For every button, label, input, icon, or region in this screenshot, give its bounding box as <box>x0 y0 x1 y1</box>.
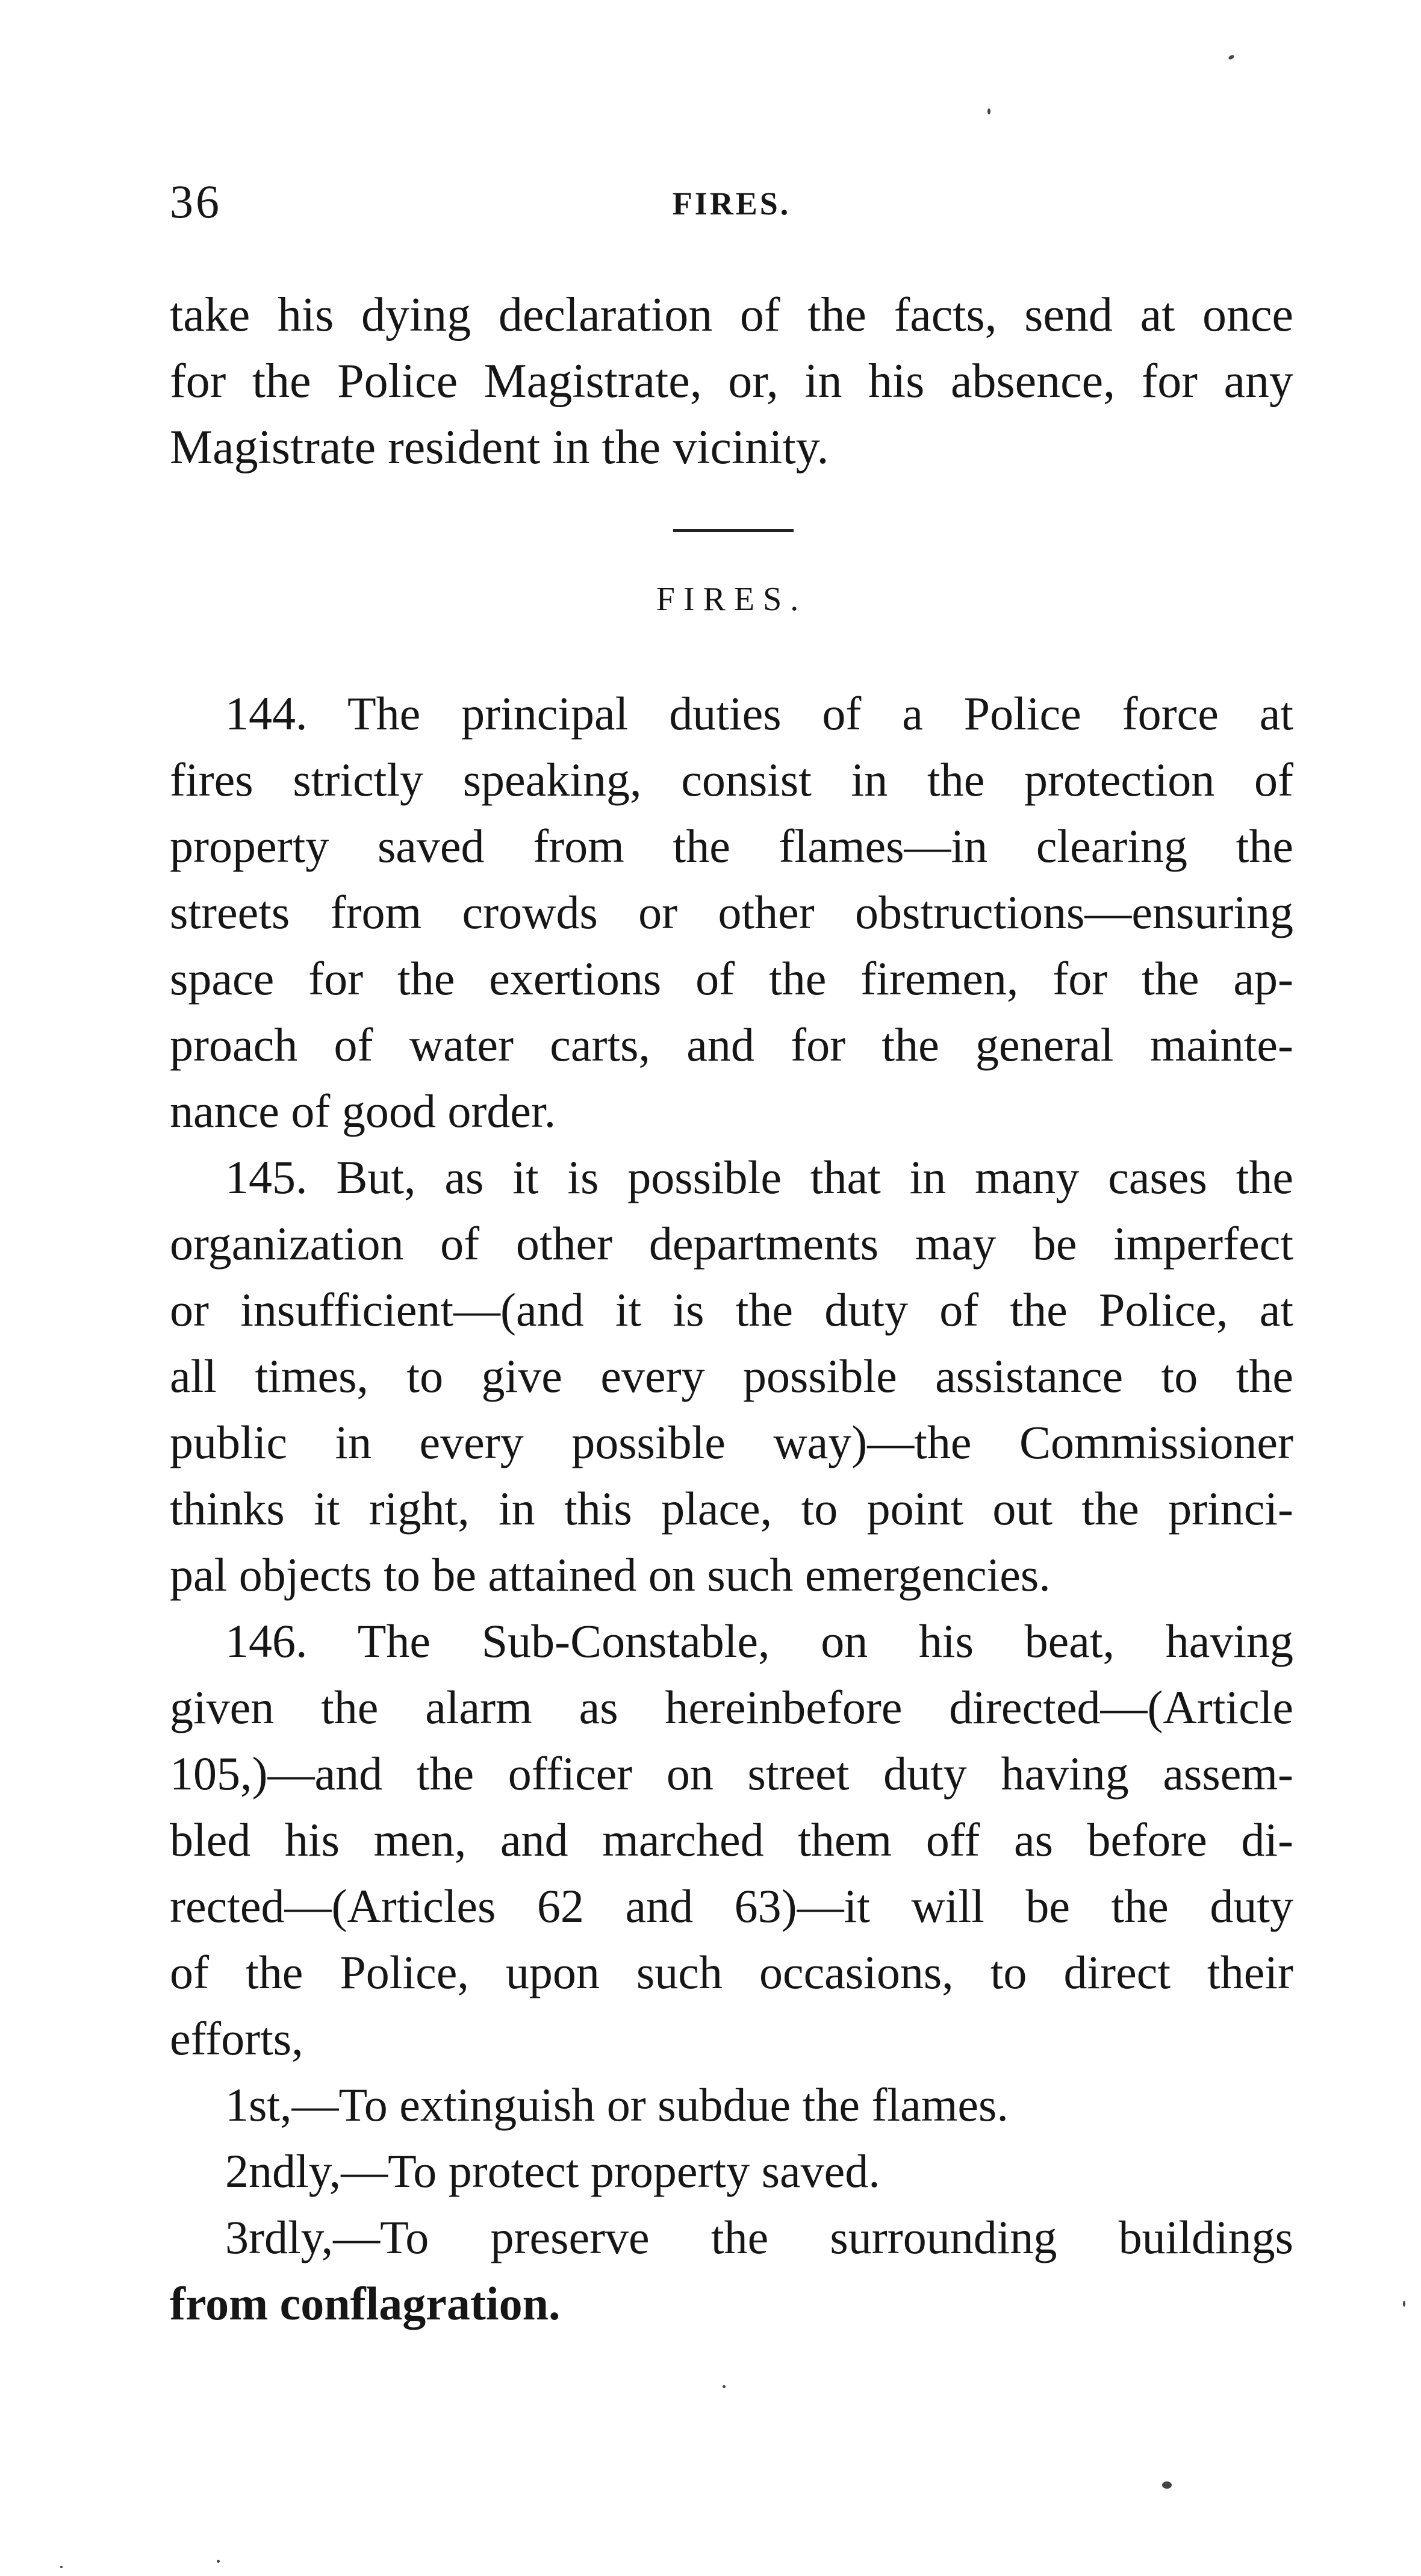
page-header <box>170 175 1293 229</box>
text-line: space for the exertions of the firemen, for the ap- <box>170 952 1293 1005</box>
scan-speck <box>723 2385 726 2388</box>
scan-speck <box>1403 2301 1405 2307</box>
text-line: given the alarm as hereinbefore directed—(Article <box>170 1681 1293 1733</box>
paragraph-146 <box>170 1608 1293 2072</box>
text-line: streets from crowds or other obstructions—ensuring <box>170 886 1293 938</box>
text-line: efforts, <box>170 2012 303 2065</box>
section-heading: FIRES. <box>656 581 807 618</box>
list-item-continuation: from conflagration. <box>170 2277 561 2330</box>
list-item: 1st,—To extinguish or subdue the flames. <box>225 2079 1009 2131</box>
text-line: public in every possible way)—the Commissioner <box>170 1416 1293 1468</box>
scan-speck <box>1228 54 1235 60</box>
text-line: 105,)—and the officer on street duty having assem- <box>170 1747 1293 1800</box>
text-line: proach of water carts, and for the general mainte- <box>170 1018 1293 1071</box>
page-number: 36 <box>170 175 222 228</box>
text-line: 145. But, as it is possible that in many cases the <box>225 1151 1293 1203</box>
intro-paragraph <box>170 282 1293 481</box>
text-line: or insufficient—(and it is the duty of the Police, at <box>170 1283 1293 1336</box>
paragraph-145 <box>170 1144 1293 1608</box>
text-line: take his dying declaration of the facts, send at once <box>170 288 1293 341</box>
text-line: property saved from the flames—in clearing the <box>170 820 1293 872</box>
text-line: nance of good order. <box>170 1085 556 1137</box>
text-line: pal objects to be attained on such emergencies. <box>170 1548 1051 1601</box>
text-line: for the Police Magistrate, or, in his absence, for any <box>170 355 1293 408</box>
text-line: rected—(Articles 62 and 63)—it will be the duty <box>170 1880 1293 1932</box>
section-divider-rule <box>673 529 794 532</box>
text-line: bled his men, and marched them off as before di- <box>170 1813 1293 1866</box>
text-line: of the Police, upon such occasions, to direct their <box>170 1946 1293 1998</box>
running-head: FIRES. <box>672 186 791 222</box>
scan-speck <box>217 2560 220 2563</box>
text-line: 146. The Sub-Constable, on his beat, having <box>225 1615 1293 1667</box>
scan-speck <box>1162 2481 1172 2489</box>
text-line: fires strictly speaking, consist in the protection of <box>170 753 1293 806</box>
text-line: thinks it right, in this place, to point out the princi- <box>170 1482 1293 1535</box>
list-item: 3rdly,—To preserve the surrounding buildings <box>225 2211 1293 2263</box>
scan-speck <box>60 2566 63 2568</box>
scan-speck <box>987 108 990 114</box>
text-line: 144. The principal duties of a Police force at <box>225 687 1293 740</box>
text-line: all times, to give every possible assistance to the <box>170 1350 1293 1402</box>
paragraph-144 <box>170 681 1293 1144</box>
text-line: organization of other departments may be imperfect <box>170 1217 1293 1270</box>
section-body <box>170 681 1293 2337</box>
list-item: 2ndly,—To protect property saved. <box>225 2145 880 2197</box>
text-line: Magistrate resident in the vicinity. <box>170 421 829 474</box>
enumerated-list <box>170 2072 1293 2337</box>
